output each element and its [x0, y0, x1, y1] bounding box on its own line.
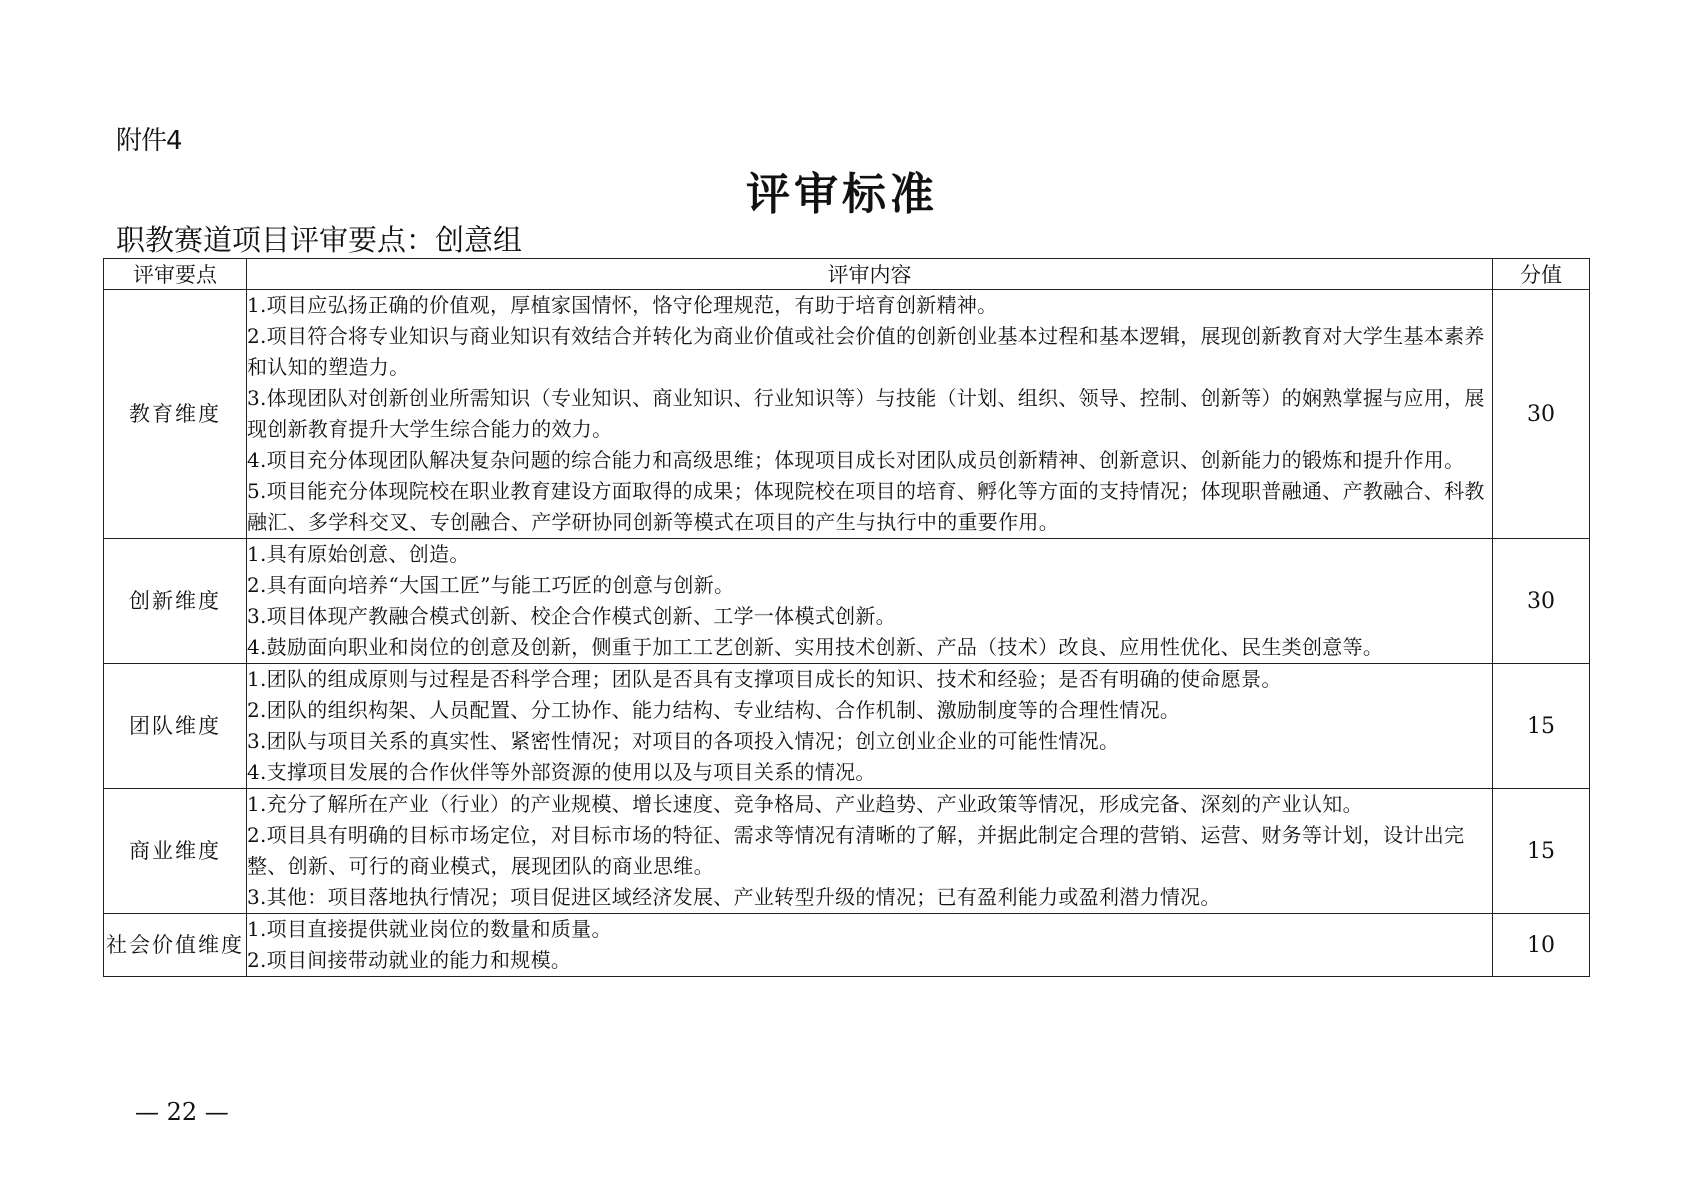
criteria-item: 4.鼓励面向职业和岗位的创意及创新，侧重于加工工艺创新、实用技术创新、产品（技术）改良、应用性优化、民生类创意等。	[247, 635, 1384, 659]
table-row	[104, 664, 1590, 789]
criteria-item: 3.团队与项目关系的真实性、紧密性情况；对项目的各项投入情况；创立创业企业的可能性情况。	[247, 729, 1120, 753]
criteria-item: 1.项目直接提供就业岗位的数量和质量。	[247, 917, 612, 941]
table-row	[104, 290, 1590, 539]
criteria-table	[103, 258, 1590, 977]
criteria-key: 商业维度	[104, 789, 247, 914]
criteria-item: 3.其他：项目落地执行情况；项目促进区域经济发展、产业转型升级的情况；已有盈利能力或盈利潜力情况。	[247, 885, 1221, 909]
criteria-item: 2.项目符合将专业知识与商业知识有效结合并转化为商业价值或社会价值的创新创业基本过程和基本逻辑，展现创新教育对大学生基本素养和认知的塑造力。	[247, 324, 1485, 379]
criteria-key: 社会价值维度	[104, 914, 247, 977]
column-header-score: 分值	[1493, 259, 1590, 290]
criteria-score: 30	[1493, 290, 1590, 539]
criteria-item: 1.项目应弘扬正确的价值观，厚植家国情怀，恪守伦理规范，有助于培育创新精神。	[247, 293, 998, 317]
page-number: — 22 —	[135, 1098, 229, 1126]
criteria-score: 30	[1493, 539, 1590, 664]
criteria-key: 创新维度	[104, 539, 247, 664]
criteria-item: 1.充分了解所在产业（行业）的产业规模、增长速度、竞争格局、产业趋势、产业政策等情况，形成完备、深刻的产业认知。	[247, 792, 1363, 816]
criteria-content	[247, 290, 1493, 539]
section-subtitle: 职教赛道项目评审要点：创意组	[116, 223, 523, 257]
criteria-score: 15	[1493, 664, 1590, 789]
criteria-item: 5.项目能充分体现院校在职业教育建设方面取得的成果；体现院校在项目的培育、孵化等方面的支持情况；体现职普融通、产教融合、科教融汇、多学科交叉、专创融合、产学研协同创新等模式在项目的产生与执行中的重要作用。	[247, 479, 1485, 534]
criteria-score: 15	[1493, 789, 1590, 914]
column-header-key: 评审要点	[104, 259, 247, 290]
table-row	[104, 789, 1590, 914]
criteria-item: 3.体现团队对创新创业所需知识（专业知识、商业知识、行业知识等）与技能（计划、组织、领导、控制、创新等）的娴熟掌握与应用，展现创新教育提升大学生综合能力的效力。	[247, 386, 1485, 441]
criteria-item: 4.项目充分体现团队解决复杂问题的综合能力和高级思维；体现项目成长对团队成员创新精神、创新意识、创新能力的锻炼和提升作用。	[247, 448, 1465, 472]
criteria-content	[247, 664, 1493, 789]
criteria-score: 10	[1493, 914, 1590, 977]
table-row	[104, 914, 1590, 977]
criteria-item: 2.具有面向培养“大国工匠”与能工巧匠的创意与创新。	[247, 573, 735, 597]
criteria-key: 教育维度	[104, 290, 247, 539]
column-header-content: 评审内容	[247, 259, 1493, 290]
criteria-content	[247, 914, 1493, 977]
attachment-label: 附件4	[116, 126, 182, 156]
criteria-item: 2.项目具有明确的目标市场定位，对目标市场的特征、需求等情况有清晰的了解，并据此制定合理的营销、运营、财务等计划，设计出完整、创新、可行的商业模式，展现团队的商业思维。	[247, 823, 1465, 878]
table-header-row	[104, 259, 1590, 290]
criteria-item: 3.项目体现产教融合模式创新、校企合作模式创新、工学一体模式创新。	[247, 604, 896, 628]
criteria-item: 2.团队的组织构架、人员配置、分工协作、能力结构、专业结构、合作机制、激励制度等的合理性情况。	[247, 698, 1181, 722]
page-title: 评审标准	[746, 169, 938, 220]
criteria-item: 4.支撑项目发展的合作伙伴等外部资源的使用以及与项目关系的情况。	[247, 760, 876, 784]
criteria-content	[247, 789, 1493, 914]
criteria-item: 1.具有原始创意、创造。	[247, 542, 470, 566]
criteria-item: 2.项目间接带动就业的能力和规模。	[247, 948, 572, 972]
criteria-key: 团队维度	[104, 664, 247, 789]
criteria-content	[247, 539, 1493, 664]
table-row	[104, 539, 1590, 664]
criteria-item: 1.团队的组成原则与过程是否科学合理；团队是否具有支撑项目成长的知识、技术和经验；是否有明确的使命愿景。	[247, 667, 1282, 691]
